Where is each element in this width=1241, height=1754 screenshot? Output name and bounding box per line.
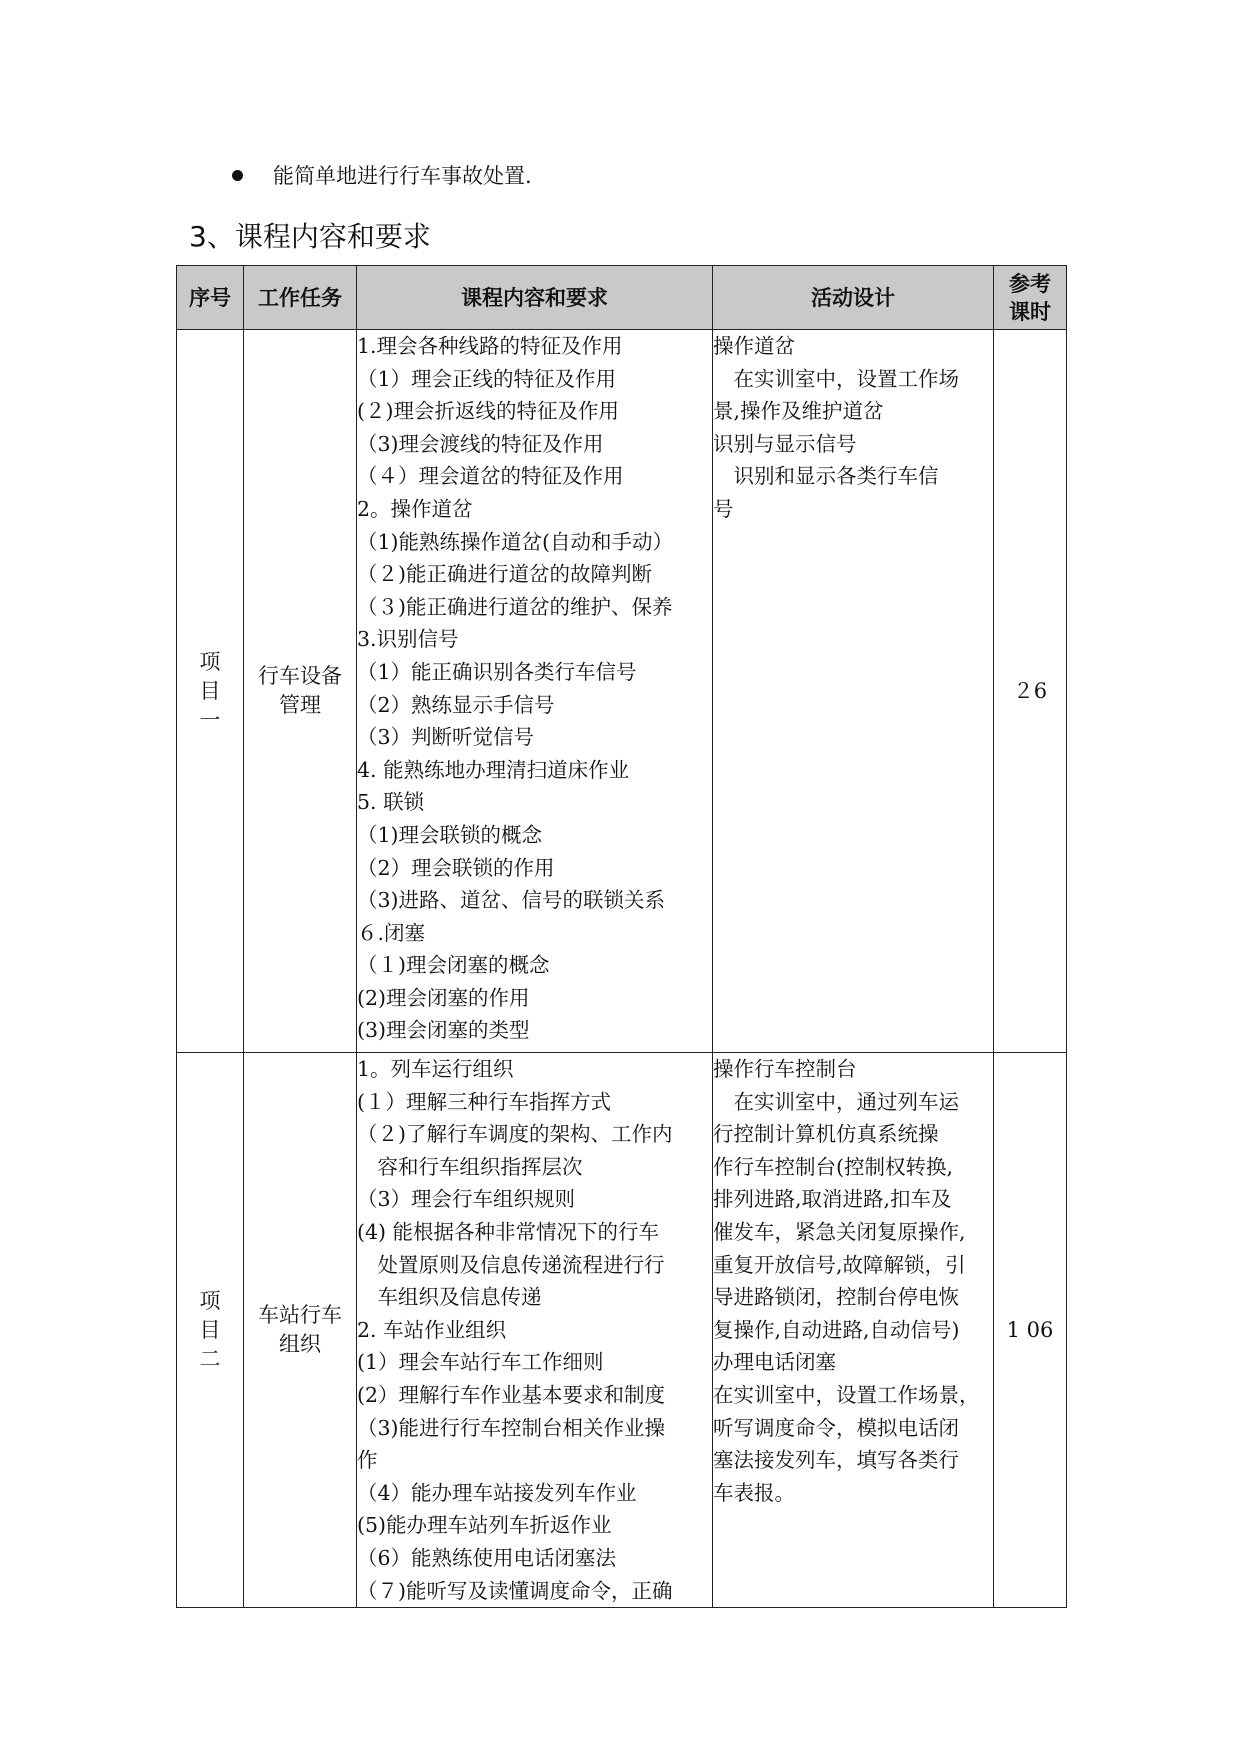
content-line: 车组织及信息传递 — [357, 1285, 542, 1310]
content-line: 2。操作道岔 — [357, 496, 473, 521]
content-line: (1）理会车站行车工作细则 — [357, 1350, 604, 1375]
content-line: (4) 能根据各种非常情况下的行车 — [357, 1219, 660, 1244]
content-line: （４）理会道岔的特征及作用 — [357, 464, 624, 489]
table-header-row — [177, 266, 1067, 330]
activity-line: 塞法接发列车，填写各类行 — [713, 1448, 959, 1473]
cell-content — [357, 330, 713, 1053]
activity-line: 排列进路,取消进路,扣车及 — [713, 1187, 952, 1212]
bullet-item — [232, 160, 532, 190]
activity-line: 识别与显示信号 — [713, 431, 857, 456]
header-hours-line2: 课时 — [1009, 299, 1051, 324]
task-line: 车站行车 — [258, 1303, 342, 1328]
content-line: （1）理会正线的特征及作用 — [357, 366, 617, 391]
content-line: 2. 车站作业组织 — [357, 1317, 507, 1342]
activity-line: 在实训室中，通过列车运 — [713, 1089, 959, 1114]
activity-line: 作行车控制台(控制权转换, — [713, 1154, 954, 1179]
seq-char: 目 — [199, 1317, 221, 1342]
task-line: 行车设备 — [258, 664, 342, 688]
table-row — [177, 330, 1067, 1053]
activity-line: 重复开放信号,故障解锁，引 — [713, 1252, 966, 1277]
content-line: （3)进路、道岔、信号的联锁关系 — [357, 888, 666, 913]
content-line: 处置原则及信息传递流程进行行 — [357, 1252, 665, 1277]
bullet-dot-icon — [232, 170, 243, 181]
content-line: 3.识别信号 — [357, 627, 459, 652]
seq-char: 二 — [199, 1346, 221, 1371]
content-line: (１）理解三种行车指挥方式 — [357, 1089, 611, 1114]
cell-activity — [713, 1053, 994, 1608]
content-line: 1。列车运行组织 — [357, 1057, 514, 1081]
activity-line: 复操作,自动进路,自动信号) — [713, 1317, 960, 1342]
content-line: （2）熟练显示手信号 — [357, 692, 555, 717]
content-line: （1)理会联锁的概念 — [357, 822, 543, 847]
cell-activity — [713, 330, 994, 1053]
table-row — [177, 1053, 1067, 1608]
header-hours-line1: 参考 — [1009, 271, 1051, 296]
activity-line: 在实训室中，设置工作场 — [713, 366, 959, 391]
content-line: （２)能正确进行道岔的故障判断 — [357, 562, 652, 587]
cell-task — [244, 330, 357, 1053]
activity-line: 导进路锁闭，控制台停电恢 — [713, 1285, 959, 1310]
cell-seq — [177, 330, 244, 1053]
task-line: 组织 — [279, 1332, 321, 1357]
activity-line: 听写调度命令，模拟电话闭 — [713, 1415, 959, 1440]
content-line: （1）能正确识别各类行车信号 — [357, 659, 637, 684]
content-line: （4）能办理车站接发列车作业 — [357, 1480, 637, 1505]
activity-line: 办理电话闭塞 — [713, 1350, 836, 1375]
content-line: （７)能听写及读懂调度命令，正确 — [357, 1578, 673, 1603]
content-line: （3)能进行行车控制台相关作业操 — [357, 1415, 666, 1440]
seq-char: 项 — [199, 649, 221, 674]
content-line: 1.理会各种线路的特征及作用 — [357, 334, 623, 358]
content-line: （6）能熟练使用电话闭塞法 — [357, 1545, 617, 1570]
task-line: 管理 — [279, 693, 321, 717]
activity-line: 车表报。 — [713, 1480, 795, 1505]
bullet-text: 能简单地进行行车事故处置. — [273, 164, 532, 188]
seq-char: 项 — [199, 1288, 221, 1313]
content-line: （3）判断听觉信号 — [357, 725, 535, 750]
content-line: (3)理会闭塞的类型 — [357, 1018, 530, 1043]
header-content: 课程内容和要求 — [357, 266, 713, 330]
content-line: （1)能熟练操作道岔(自动和手动） — [357, 529, 674, 554]
seq-char: 目 — [199, 678, 221, 703]
header-seq: 序号 — [177, 266, 244, 330]
cell-task — [244, 1053, 357, 1608]
content-line: 4. 能熟练地办理清扫道床作业 — [357, 757, 630, 782]
content-line: （２)了解行车调度的架构、工作内 — [357, 1122, 673, 1147]
content-line: (２)理会折返线的特征及作用 — [357, 399, 619, 424]
content-line: 5. 联锁 — [357, 790, 425, 815]
activity-line: 在实训室中，设置工作场景， — [713, 1382, 980, 1407]
cell-hours: 1 06 — [994, 1053, 1067, 1608]
content-line: （3)理会渡线的特征及作用 — [357, 431, 604, 456]
cell-seq — [177, 1053, 244, 1608]
section-title: 3、课程内容和要求 — [189, 220, 431, 253]
activity-line: 景,操作及维护道岔 — [713, 399, 884, 424]
activity-line: 号 — [713, 496, 734, 521]
content-line: (2）理解行车作业基本要求和制度 — [357, 1382, 666, 1407]
content-line: （１)理会闭塞的概念 — [357, 953, 550, 978]
seq-char: 一 — [199, 707, 221, 732]
content-line: 作 — [357, 1448, 378, 1473]
activity-line: 识别和显示各类行车信 — [713, 464, 939, 489]
course-table — [176, 265, 1067, 1608]
activity-line: 操作行车控制台 — [713, 1057, 857, 1081]
content-line: ６.闭塞 — [357, 920, 426, 945]
content-line: 容和行车组织指挥层次 — [357, 1154, 583, 1179]
activity-line: 催发车，紧急关闭复原操作, — [713, 1219, 966, 1244]
content-line: (2)理会闭塞的作用 — [357, 985, 530, 1010]
header-hours — [994, 266, 1067, 330]
content-line: （３)能正确进行道岔的维护、保养 — [357, 594, 673, 619]
cell-hours: ２6 — [994, 330, 1067, 1053]
content-line: (5)能办理车站列车折返作业 — [357, 1513, 612, 1538]
activity-line: 操作道岔 — [713, 334, 795, 358]
activity-line: 行控制计算机仿真系统操 — [713, 1122, 939, 1147]
header-activity: 活动设计 — [713, 266, 994, 330]
content-line: （3）理会行车组织规则 — [357, 1187, 576, 1212]
content-line: （2）理会联锁的作用 — [357, 855, 555, 880]
cell-content — [357, 1053, 713, 1608]
header-task: 工作任务 — [244, 266, 357, 330]
